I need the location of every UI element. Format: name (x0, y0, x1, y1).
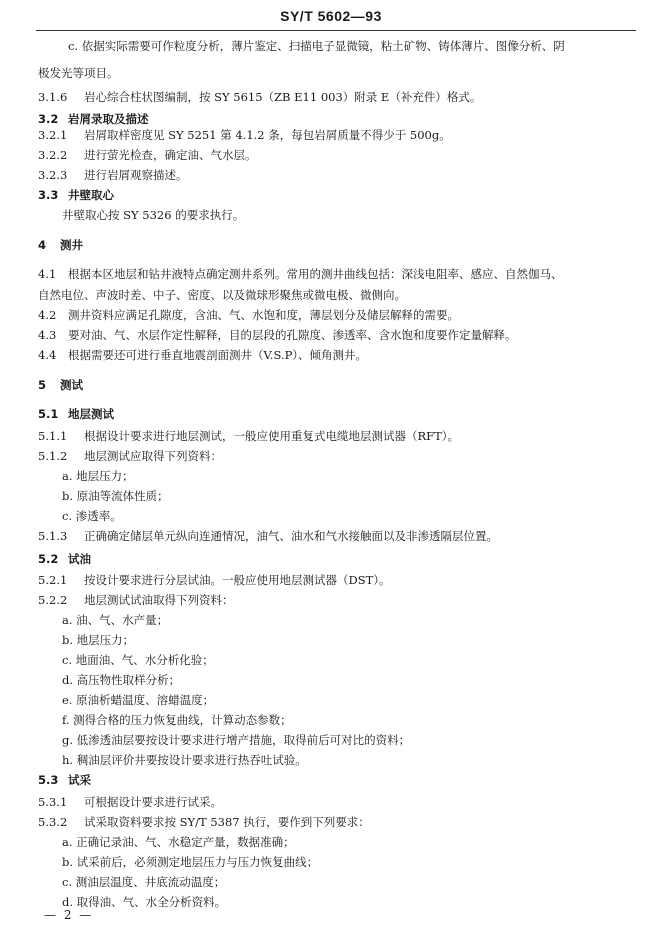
clause-number: 5.2 (38, 552, 59, 566)
clause-text: 进行岩屑观察描述。 (84, 168, 188, 182)
clause-number: 5.3.2 (38, 815, 68, 829)
clause-text: 岩屑取样密度见 SY 5251 第 4.1.2 条，每包岩屑质量不得少于 500g。 (84, 128, 451, 142)
clause-text: c. 测油层温度、井底流动温度； (62, 875, 226, 889)
clause-text: f. 测得合格的压力恢复曲线，计算动态参数； (62, 713, 292, 727)
clause-number: 3.1.6 (38, 90, 68, 104)
clause-number: 3.3 (38, 188, 59, 202)
clause-text: a. 地层压力； (62, 469, 134, 483)
clause-text: 按设计要求进行分层试油。一般应使用地层测试器（DST）。 (84, 573, 391, 587)
clause-text: 地层测试 (68, 407, 114, 421)
clause-text: 极发光等项目。 (38, 66, 119, 80)
clause-number: 3.2.2 (38, 148, 68, 162)
clause-text: 根据需要还可进行垂直地震剖面测井（V.S.P）、倾角测井。 (68, 348, 368, 362)
clause-text: g. 低渗透油层要按设计要求进行增产措施，取得前后可对比的资料； (62, 733, 411, 747)
clause-text: h. 稠油层评价井要按设计要求进行热吞吐试验。 (62, 753, 307, 767)
clause-text: 井壁取心 (68, 188, 114, 202)
clause-text: c. 依据实际需要可作粒度分析，薄片鉴定、扫描电子显微镜，粘土矿物、铸体薄片、图像分析、阴 (68, 39, 565, 53)
clause-text: b. 试采前后，必须测定地层压力与压力恢复曲线； (62, 855, 319, 869)
clause-text: 自然电位、声波时差、中子、密度、以及微球形聚焦或微电极、微侧向。 (38, 288, 406, 302)
clause-text: d. 高压物性取样分析； (62, 673, 181, 687)
standard-code-header: SY/T 5602—93 (280, 8, 382, 24)
clause-number: 3.2 (38, 112, 59, 126)
clause-number: 5.3.1 (38, 795, 68, 809)
clause-text: c. 地面油、气、水分析化验； (62, 653, 214, 667)
clause-text: b. 原油等流体性质； (62, 489, 169, 503)
clause-number: 5.2.2 (38, 593, 68, 607)
page-number: — 2 — (44, 908, 94, 922)
clause-number: 5.1.3 (38, 529, 68, 543)
clause-number: 5.1.2 (38, 449, 68, 463)
clause-number: 5 (38, 378, 47, 392)
clause-text: 井壁取心按 SY 5326 的要求执行。 (62, 208, 245, 222)
clause-text: 根据设计要求进行地层测试，一般应使用重复式电缆地层测试器（RFT）。 (84, 429, 460, 443)
clause-text: 测井资料应满足孔隙度，含油、气、水饱和度，薄层划分及储层解释的需要。 (68, 308, 459, 322)
clause-text: d. 取得油、气、水全分析资料。 (62, 895, 227, 909)
clause-number: 3.2.1 (38, 128, 68, 142)
clause-number: 4.1 (38, 267, 57, 281)
clause-text: 测井 (60, 238, 83, 252)
clause-text: 要对油、气、水层作定性解释，目的层段的孔隙度、渗透率、含水饱和度要作定量解释。 (68, 328, 517, 342)
clause-text: a. 正确记录油、气、水稳定产量，数据准确； (62, 835, 295, 849)
clause-number: 5.2.1 (38, 573, 68, 587)
clause-number: 4.2 (38, 308, 57, 322)
clause-text: 测试 (60, 378, 83, 392)
clause-number: 3.2.3 (38, 168, 68, 182)
clause-text: b. 地层压力； (62, 633, 135, 647)
clause-text: 可根据设计要求进行试采。 (84, 795, 222, 809)
clause-text: 根据本区地层和钻井液特点确定测井系列。常用的测井曲线包括：深浅电阻率、感应、自然伽马、 (68, 267, 563, 281)
clause-text: a. 油、气、水产量； (62, 613, 169, 627)
clause-text: 地层测试试油取得下列资料： (84, 593, 234, 607)
clause-text: 正确确定储层单元纵向连通情况，油气、油水和气水接触面以及非渗透隔层位置。 (84, 529, 498, 543)
clause-number: 5.1 (38, 407, 59, 421)
clause-number: 5.1.1 (38, 429, 68, 443)
clause-text: 试采 (68, 773, 91, 787)
clause-number: 4.4 (38, 348, 57, 362)
clause-text: e. 原油析蜡温度、溶蜡温度； (62, 693, 215, 707)
clause-text: 岩屑录取及描述 (68, 112, 149, 126)
clause-number: 4 (38, 238, 47, 252)
clause-text: 试采取资料要求按 SY/T 5387 执行，要作到下列要求： (84, 815, 370, 829)
clause-text: 试油 (68, 552, 91, 566)
clause-number: 5.3 (38, 773, 59, 787)
clause-text: 岩心综合柱状图编制，按 SY 5615（ZB E11 003）附录 E（补充件）格式。 (84, 90, 482, 104)
header-rule (36, 30, 636, 31)
clause-text: 进行萤光检查，确定油、气水层。 (84, 148, 257, 162)
clause-number: 4.3 (38, 328, 57, 342)
clause-text: c. 渗透率。 (62, 509, 122, 523)
clause-text: 地层测试应取得下列资料： (84, 449, 222, 463)
